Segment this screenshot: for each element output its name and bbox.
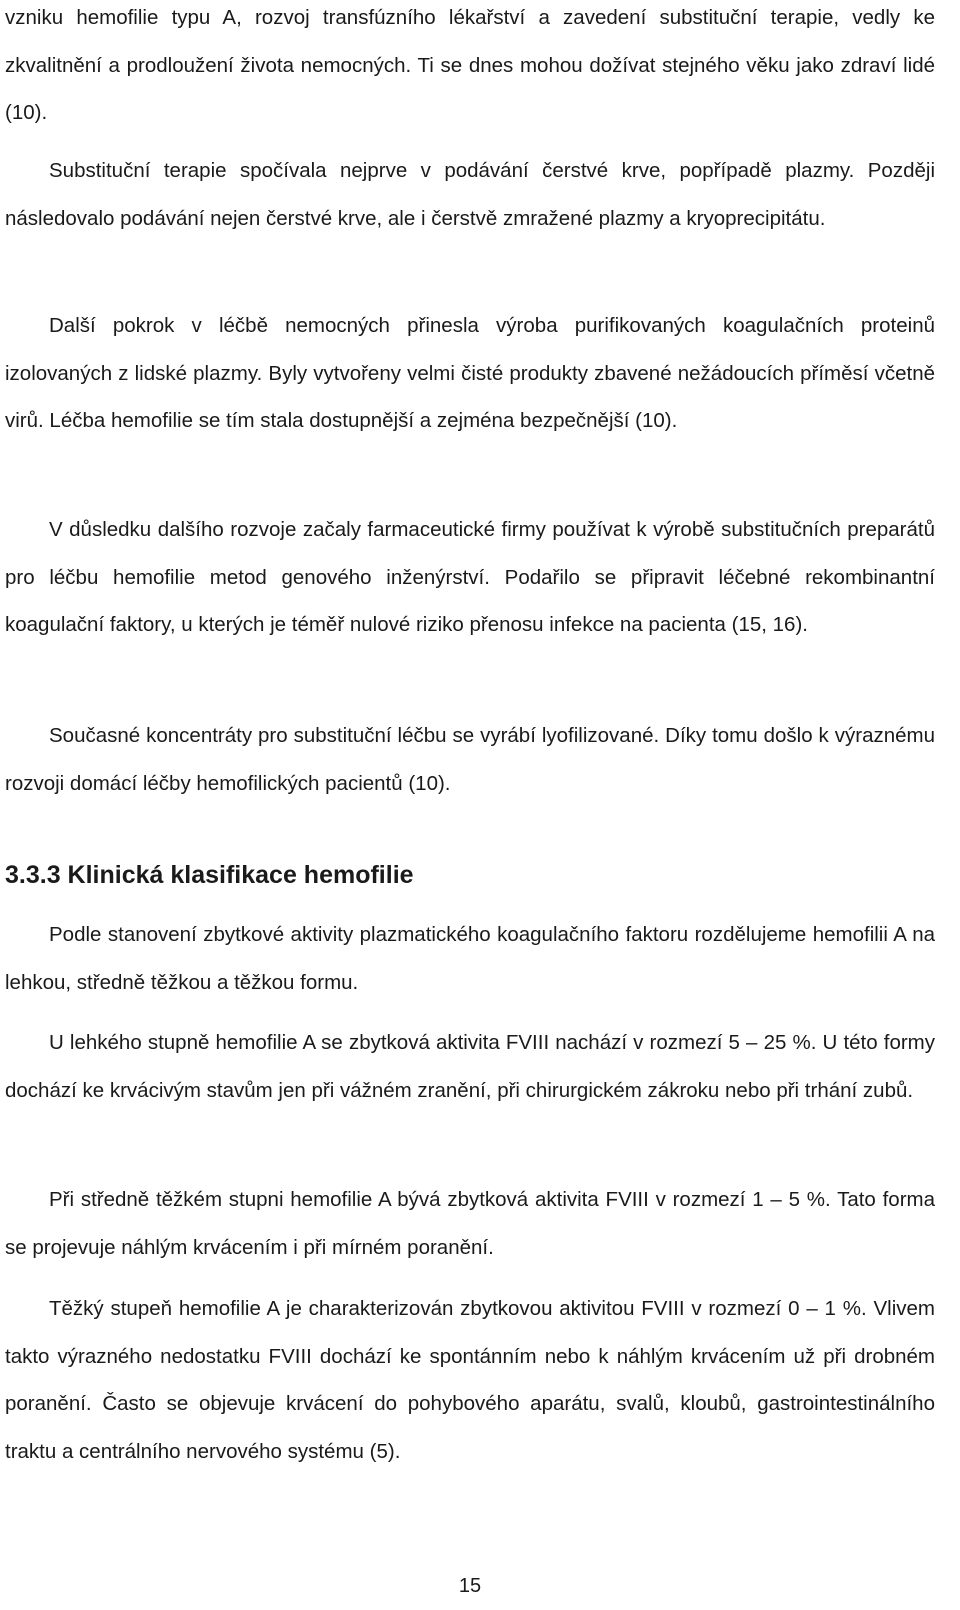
- paragraph-moderate-hemophilia: Při středně těžkém stupni hemofilie A bývá zbytková aktivita FVIII v rozmezí 1 – 5 %. Tato forma se projevuje náhlým krvácením i při mírném poranění.: [5, 1188, 935, 1259]
- paragraph-mild-hemophilia: U lehkého stupně hemofilie A se zbytková aktivita FVIII nachází v rozmezí 5 – 25 %. U této formy dochází ke krvácivým stavům jen při vážném zranění, při chirurgickém zákroku nebo při trhání zubů.: [5, 1031, 935, 1102]
- paragraph-classification-intro: Podle stanovení zbytkové aktivity plazmatického koagulačního faktoru rozdělujeme hemofilii A na lehkou, středně těžkou a těžkou formu.: [5, 923, 935, 994]
- document-page: [5, 0, 935, 1610]
- paragraph-purified-proteins: Další pokrok v léčbě nemocných přinesla výroba purifikovaných koagulačních proteinů izolovaných z lidské plazmy. Byly vytvořeny velmi čisté produkty zbavené nežádoucích příměsí včetně virů. Léčba hemofilie se tím stala dostupnější a zejména bezpečnější (10).: [5, 314, 935, 432]
- paragraph-severe-hemophilia: Těžký stupeň hemofilie A je charakterizován zbytkovou aktivitou FVIII v rozmezí 0 – 1 %. Vlivem takto výrazného nedostatku FVIII dochází ke spontánním nebo k náhlým krvácením už při drobném poranění. Často se objevuje krvácení do pohybového aparátu, svalů, kloubů, gastrointestinálního traktu a centrálního nervového systému (5).: [5, 1297, 935, 1463]
- paragraph-genetic-engineering: V důsledku dalšího rozvoje začaly farmaceutické firmy používat k výrobě substitučních preparátů pro léčbu hemofilie metod genového inženýrství. Podařilo se připravit léčebné rekombinantní koagulační faktory, u kterých je téměř nulové riziko přenosu infekce na pacienta (15, 16).: [5, 518, 935, 636]
- paragraph-hemophilia-history: vzniku hemofilie typu A, rozvoj transfúzního lékařství a zavedení substituční terapie, vedly ke zkvalitnění a prodloužení života nemocných. Ti se dnes mohou dožívat stejného věku jako zdraví lidé (10).: [5, 6, 935, 124]
- paragraph-substitution-therapy: Substituční terapie spočívala nejprve v podávání čerstvé krve, popřípadě plazmy. Později následovalo podávání nejen čerstvé krve, ale i čerstvě zmražené plazmy a kryoprecipitátu.: [5, 159, 935, 230]
- paragraph-lyophilized-concentrates: Současné koncentráty pro substituční léčbu se vyrábí lyofilizované. Díky tomu došlo k výraznému rozvoji domácí léčby hemofilických pacientů (10).: [5, 724, 935, 795]
- page-number: 15: [458, 1575, 482, 1597]
- section-heading: 3.3.3 Klinická klasifikace hemofilie: [5, 861, 414, 889]
